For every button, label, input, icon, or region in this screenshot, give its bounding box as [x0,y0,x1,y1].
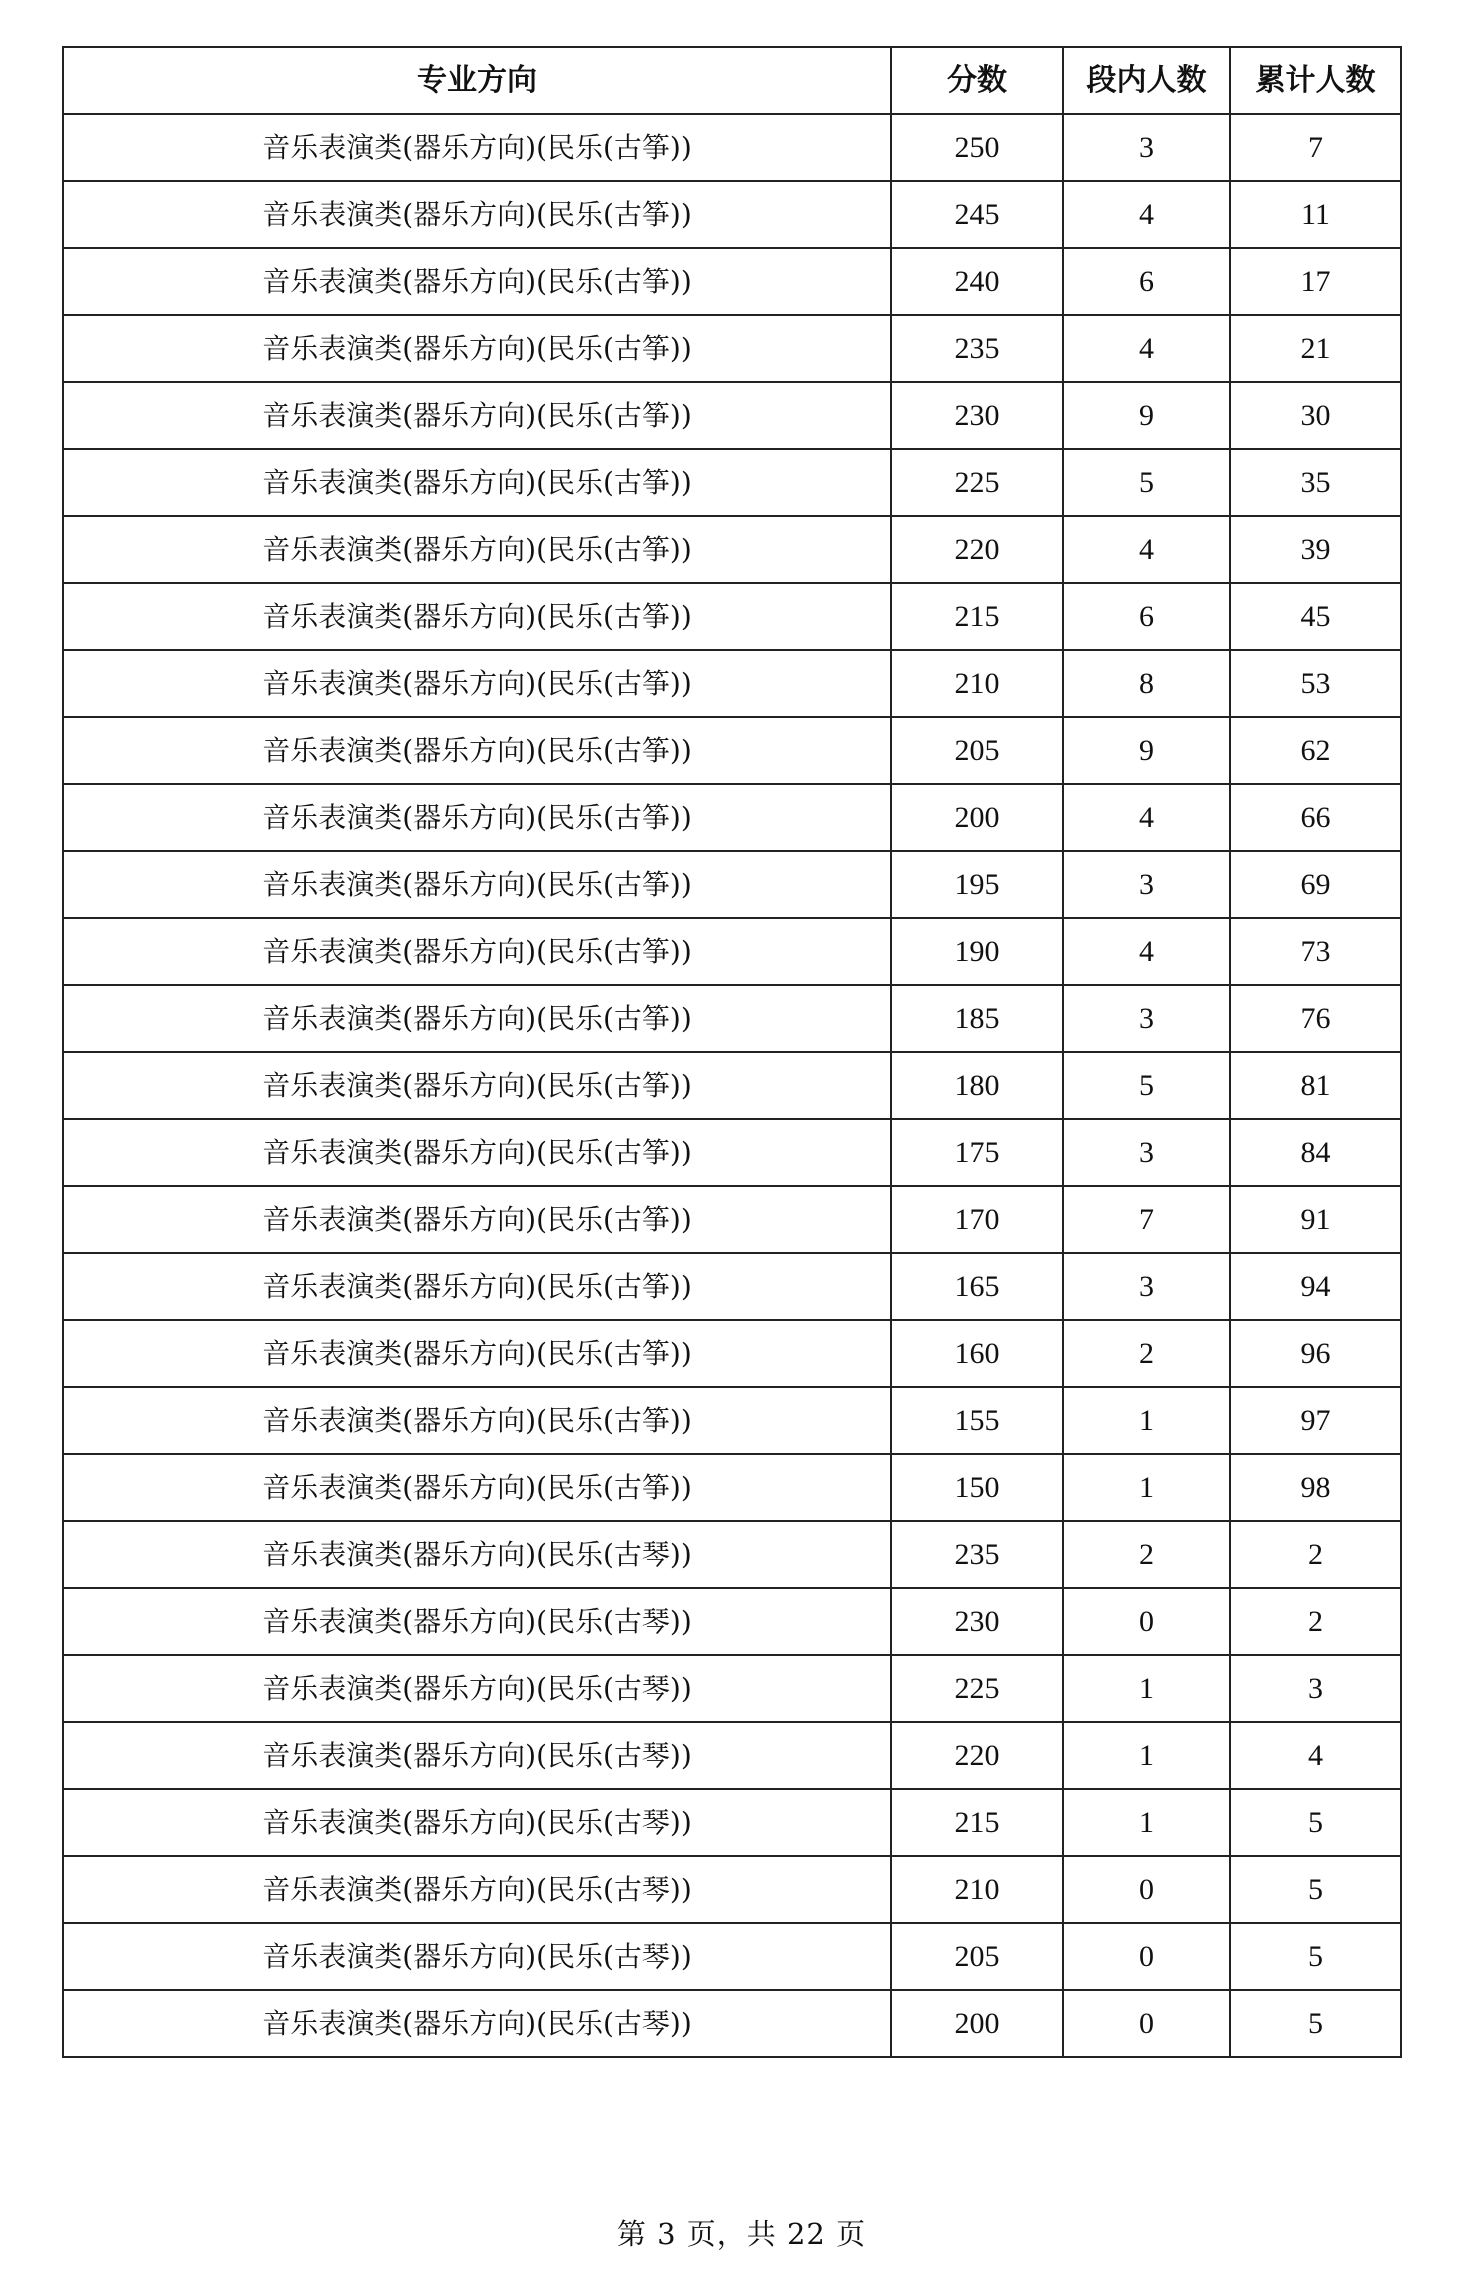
score-cell: 220 [891,1722,1063,1789]
cumulative-cell: 39 [1230,516,1401,583]
in-segment-cell: 0 [1063,1588,1230,1655]
header-in-segment: 段内人数 [1063,47,1230,114]
major-cell: 音乐表演类(器乐方向)(民乐(古琴)) [63,1856,891,1923]
in-segment-cell: 1 [1063,1722,1230,1789]
in-segment-cell: 1 [1063,1454,1230,1521]
table-row [63,114,1401,181]
cumulative-cell: 62 [1230,717,1401,784]
header-row [63,47,1401,114]
table-row [63,1923,1401,1990]
cumulative-cell: 2 [1230,1588,1401,1655]
score-table [62,46,1402,2058]
score-cell: 170 [891,1186,1063,1253]
major-cell: 音乐表演类(器乐方向)(民乐(古琴)) [63,1588,891,1655]
in-segment-cell: 1 [1063,1387,1230,1454]
cumulative-cell: 17 [1230,248,1401,315]
major-cell: 音乐表演类(器乐方向)(民乐(古筝)) [63,181,891,248]
major-cell: 音乐表演类(器乐方向)(民乐(古筝)) [63,985,891,1052]
in-segment-cell: 6 [1063,248,1230,315]
score-cell: 205 [891,1923,1063,1990]
cumulative-cell: 11 [1230,181,1401,248]
table-row [63,985,1401,1052]
major-cell: 音乐表演类(器乐方向)(民乐(古筝)) [63,248,891,315]
in-segment-cell: 2 [1063,1521,1230,1588]
table-row [63,181,1401,248]
major-cell: 音乐表演类(器乐方向)(民乐(古琴)) [63,1655,891,1722]
score-cell: 180 [891,1052,1063,1119]
page-footer [0,2212,1483,2253]
cumulative-cell: 3 [1230,1655,1401,1722]
table-row [63,1856,1401,1923]
score-cell: 230 [891,382,1063,449]
table-row [63,248,1401,315]
score-cell: 200 [891,784,1063,851]
in-segment-cell: 4 [1063,784,1230,851]
cumulative-cell: 73 [1230,918,1401,985]
cumulative-cell: 66 [1230,784,1401,851]
major-cell: 音乐表演类(器乐方向)(民乐(古琴)) [63,1990,891,2057]
score-cell: 200 [891,1990,1063,2057]
score-cell: 210 [891,650,1063,717]
cumulative-cell: 53 [1230,650,1401,717]
in-segment-cell: 6 [1063,583,1230,650]
in-segment-cell: 0 [1063,1990,1230,2057]
in-segment-cell: 9 [1063,382,1230,449]
major-cell: 音乐表演类(器乐方向)(民乐(古筝)) [63,1052,891,1119]
major-cell: 音乐表演类(器乐方向)(民乐(古琴)) [63,1521,891,1588]
cumulative-cell: 81 [1230,1052,1401,1119]
major-cell: 音乐表演类(器乐方向)(民乐(古筝)) [63,650,891,717]
header-cumulative: 累计人数 [1230,47,1401,114]
major-cell: 音乐表演类(器乐方向)(民乐(古筝)) [63,449,891,516]
in-segment-cell: 8 [1063,650,1230,717]
score-cell: 235 [891,1521,1063,1588]
table-row [63,717,1401,784]
cumulative-cell: 5 [1230,1856,1401,1923]
in-segment-cell: 3 [1063,851,1230,918]
table-row [63,1789,1401,1856]
table-row [63,1320,1401,1387]
cumulative-cell: 7 [1230,114,1401,181]
score-cell: 185 [891,985,1063,1052]
score-cell: 230 [891,1588,1063,1655]
score-cell: 150 [891,1454,1063,1521]
score-cell: 215 [891,583,1063,650]
score-cell: 205 [891,717,1063,784]
score-cell: 225 [891,1655,1063,1722]
score-cell: 175 [891,1119,1063,1186]
in-segment-cell: 5 [1063,1052,1230,1119]
table-row [63,516,1401,583]
score-cell: 215 [891,1789,1063,1856]
table-row [63,583,1401,650]
score-cell: 220 [891,516,1063,583]
major-cell: 音乐表演类(器乐方向)(民乐(古筝)) [63,114,891,181]
cumulative-cell: 96 [1230,1320,1401,1387]
cumulative-cell: 5 [1230,1990,1401,2057]
in-segment-cell: 1 [1063,1655,1230,1722]
table-row [63,382,1401,449]
in-segment-cell: 1 [1063,1789,1230,1856]
table-row [63,315,1401,382]
major-cell: 音乐表演类(器乐方向)(民乐(古筝)) [63,1320,891,1387]
in-segment-cell: 4 [1063,181,1230,248]
cumulative-cell: 91 [1230,1186,1401,1253]
cumulative-cell: 97 [1230,1387,1401,1454]
score-cell: 195 [891,851,1063,918]
major-cell: 音乐表演类(器乐方向)(民乐(古筝)) [63,1253,891,1320]
header-major: 专业方向 [63,47,891,114]
in-segment-cell: 4 [1063,516,1230,583]
cumulative-cell: 69 [1230,851,1401,918]
cumulative-cell: 76 [1230,985,1401,1052]
major-cell: 音乐表演类(器乐方向)(民乐(古筝)) [63,1454,891,1521]
table-header [63,47,1401,114]
major-cell: 音乐表演类(器乐方向)(民乐(古琴)) [63,1722,891,1789]
cumulative-cell: 94 [1230,1253,1401,1320]
table-row [63,1655,1401,1722]
table-row [63,851,1401,918]
cumulative-cell: 5 [1230,1923,1401,1990]
major-cell: 音乐表演类(器乐方向)(民乐(古筝)) [63,1186,891,1253]
table-row [63,1521,1401,1588]
cumulative-cell: 21 [1230,315,1401,382]
header-score: 分数 [891,47,1063,114]
score-cell: 240 [891,248,1063,315]
major-cell: 音乐表演类(器乐方向)(民乐(古琴)) [63,1923,891,1990]
major-cell: 音乐表演类(器乐方向)(民乐(古筝)) [63,918,891,985]
table-row [63,1387,1401,1454]
cumulative-cell: 4 [1230,1722,1401,1789]
table-row [63,918,1401,985]
score-cell: 250 [891,114,1063,181]
table-row [63,784,1401,851]
score-cell: 210 [891,1856,1063,1923]
table-row [63,1119,1401,1186]
major-cell: 音乐表演类(器乐方向)(民乐(古筝)) [63,717,891,784]
table-row [63,1052,1401,1119]
major-cell: 音乐表演类(器乐方向)(民乐(古筝)) [63,784,891,851]
cumulative-cell: 5 [1230,1789,1401,1856]
cumulative-cell: 35 [1230,449,1401,516]
major-cell: 音乐表演类(器乐方向)(民乐(古琴)) [63,1789,891,1856]
score-cell: 190 [891,918,1063,985]
cumulative-cell: 45 [1230,583,1401,650]
score-cell: 235 [891,315,1063,382]
score-cell: 160 [891,1320,1063,1387]
in-segment-cell: 4 [1063,918,1230,985]
table-row [63,1588,1401,1655]
table-row [63,1990,1401,2057]
table-row [63,650,1401,717]
page-number-text: 第 3 页，共 22 页 [616,2217,867,2251]
cumulative-cell: 84 [1230,1119,1401,1186]
cumulative-cell: 30 [1230,382,1401,449]
in-segment-cell: 3 [1063,1253,1230,1320]
table-row [63,1454,1401,1521]
in-segment-cell: 3 [1063,985,1230,1052]
major-cell: 音乐表演类(器乐方向)(民乐(古筝)) [63,382,891,449]
in-segment-cell: 5 [1063,449,1230,516]
in-segment-cell: 2 [1063,1320,1230,1387]
major-cell: 音乐表演类(器乐方向)(民乐(古筝)) [63,851,891,918]
in-segment-cell: 0 [1063,1856,1230,1923]
in-segment-cell: 4 [1063,315,1230,382]
in-segment-cell: 0 [1063,1923,1230,1990]
table-body [63,114,1401,2057]
major-cell: 音乐表演类(器乐方向)(民乐(古筝)) [63,583,891,650]
table-row [63,1186,1401,1253]
score-cell: 165 [891,1253,1063,1320]
major-cell: 音乐表演类(器乐方向)(民乐(古筝)) [63,516,891,583]
major-cell: 音乐表演类(器乐方向)(民乐(古筝)) [63,1387,891,1454]
table-row [63,1722,1401,1789]
major-cell: 音乐表演类(器乐方向)(民乐(古筝)) [63,315,891,382]
table-row [63,1253,1401,1320]
in-segment-cell: 3 [1063,1119,1230,1186]
cumulative-cell: 98 [1230,1454,1401,1521]
score-cell: 155 [891,1387,1063,1454]
in-segment-cell: 7 [1063,1186,1230,1253]
score-cell: 225 [891,449,1063,516]
score-cell: 245 [891,181,1063,248]
cumulative-cell: 2 [1230,1521,1401,1588]
major-cell: 音乐表演类(器乐方向)(民乐(古筝)) [63,1119,891,1186]
in-segment-cell: 9 [1063,717,1230,784]
in-segment-cell: 3 [1063,114,1230,181]
table-row [63,449,1401,516]
